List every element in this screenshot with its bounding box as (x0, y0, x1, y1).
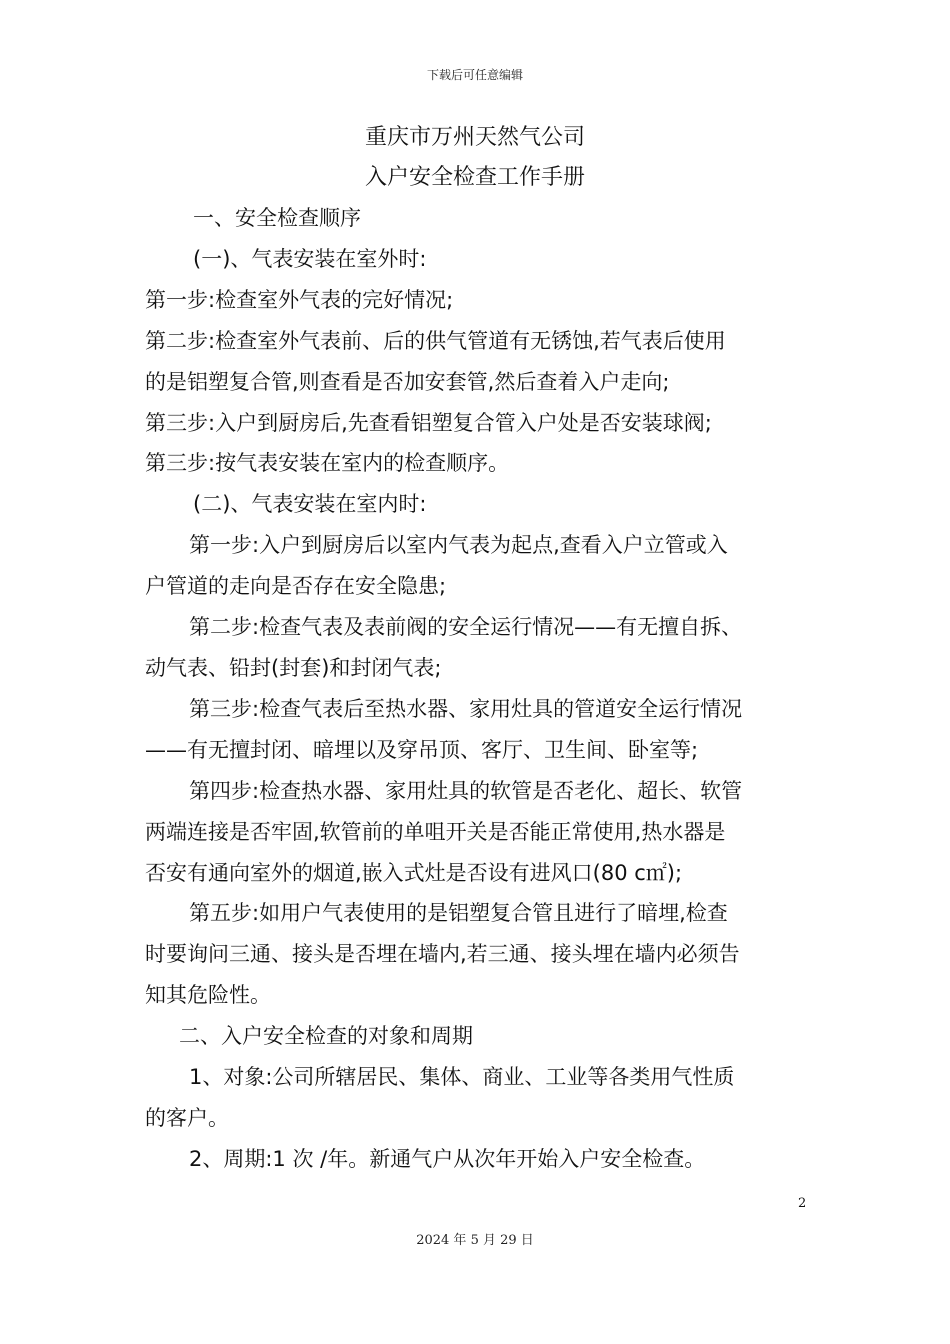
body-line: 第四步:检查热水器、家用灶具的软管是否老化、超长、软管 (189, 778, 743, 803)
body-line: 动气表、铅封(封套)和封闭气表; (145, 655, 442, 680)
body-line: 第三步:入户到厨房后,先查看铝塑复合管入户处是否安装球阀; (145, 410, 712, 435)
body-line: 的是铝塑复合管,则查看是否加安套管,然后查着入户走向; (145, 369, 670, 394)
body-line: 第五步:如用户气表使用的是铝塑复合管且进行了暗埋,检查 (189, 901, 728, 926)
body-line: 第二步:检查室外气表前、后的供气管道有无锈蚀,若气表后使用 (145, 328, 726, 353)
subsection-heading: (一)、气表安装在室外时: (193, 246, 427, 271)
section-heading: 二、入户安全检查的对象和周期 (179, 1024, 473, 1049)
body-line: 两端连接是否牢固,软管前的单咀开关是否能正常使用,热水器是 (145, 819, 726, 844)
manual-title: 入户安全检查工作手册 (364, 165, 585, 190)
body-line: 2、周期:1 次 /年。新通气户从次年开始入户安全检查。 (189, 1146, 706, 1171)
body-line: 知其危险性。 (145, 983, 271, 1008)
body-line: 1、对象:公司所辖居民、集体、商业、工业等各类用气性质 (189, 1065, 735, 1090)
subsection-heading: (二)、气表安装在室内时: (193, 492, 427, 517)
body-line: 时要询问三通、接头是否埋在墙内,若三通、接头埋在墙内必须告 (145, 942, 740, 967)
body-line: 第一步:检查室外气表的完好情况; (145, 287, 454, 312)
company-title: 重庆市万州天然气公司 (364, 125, 585, 150)
body-line: 第三步:检查气表后至热水器、家用灶具的管道安全运行情况 (189, 696, 743, 721)
body-line: ——有无擅封闭、暗埋以及穿吊顶、客厅、卫生间、卧室等; (145, 737, 699, 762)
body-line: 否安有通向室外的烟道,嵌入式灶是否设有进风口(80 c㎡); (145, 860, 683, 885)
body-line: 的客户。 (145, 1105, 229, 1130)
body-line: 户管道的走向是否存在安全隐患; (145, 574, 447, 599)
document-body (145, 198, 809, 1180)
page-header: 下载后可任意编辑 (426, 68, 523, 82)
page-number: 2 (798, 1196, 807, 1211)
body-line: 第一步:入户到厨房后以室内气表为起点,查看入户立管或入 (189, 533, 728, 558)
body-line: 第三步:按气表安装在室内的检查顺序。 (145, 451, 510, 476)
section-heading: 一、安全检查顺序 (193, 206, 361, 230)
footer-date: 2024 年 5 月 29 日 (416, 1233, 534, 1248)
body-line: 第二步:检查气表及表前阀的安全运行情况——有无擅自拆、 (189, 615, 743, 640)
